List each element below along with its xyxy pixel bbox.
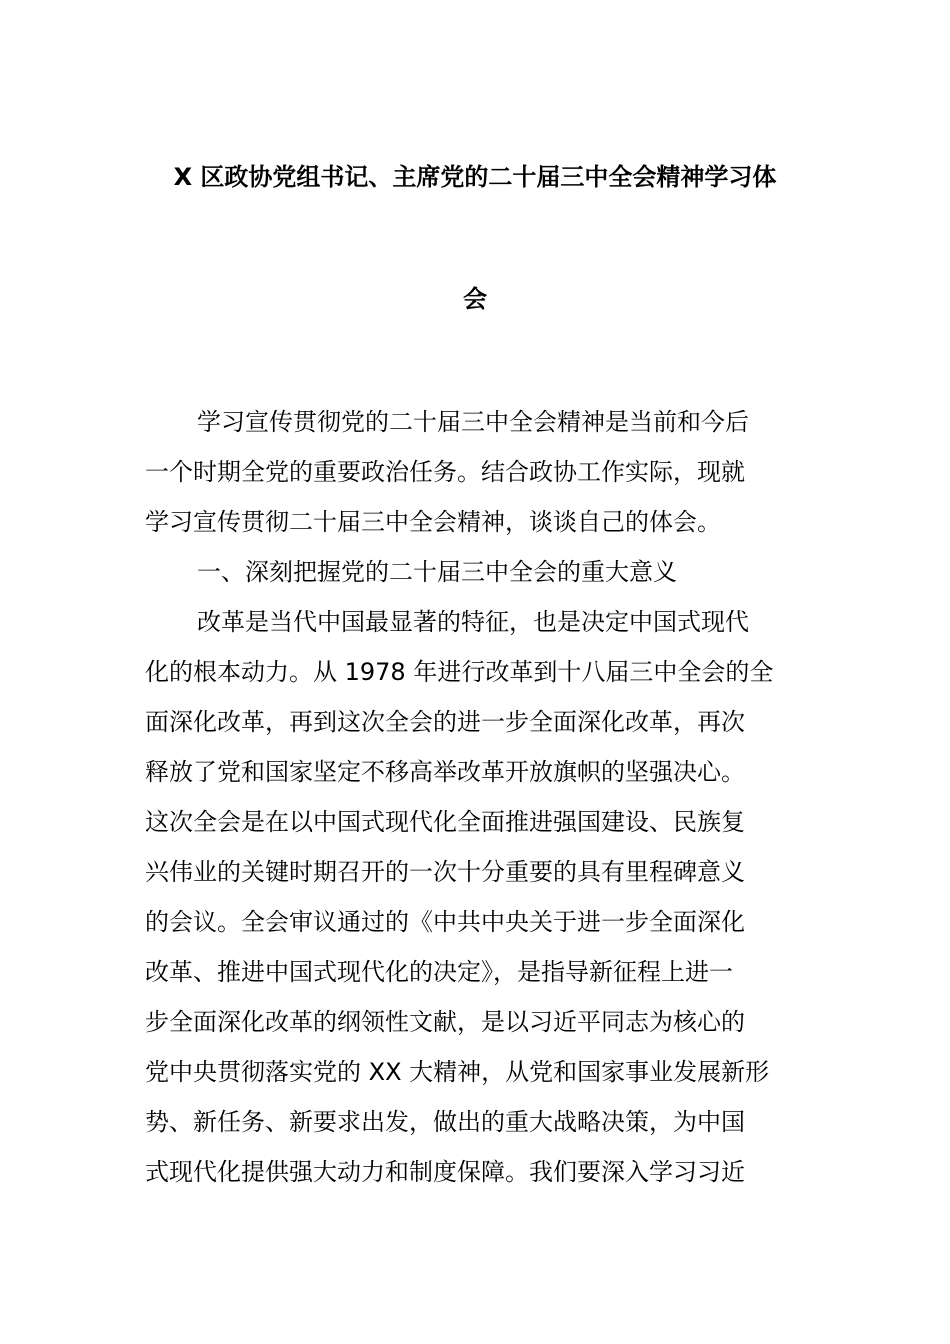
body-line: 的会议。全会审议通过的《中共中央关于进一步全面深化 [145, 908, 745, 936]
body-line: 步全面深化改革的纲领性文献，是以习近平同志为核心的 [145, 1008, 745, 1036]
body-line: 式现代化提供强大动力和制度保障。我们要深入学习习近 [145, 1158, 745, 1186]
body-line: 改革是当代中国最显著的特征，也是决定中国式现代 [197, 608, 749, 636]
body-line: 化的根本动力。从 1978 年进行改革到十八届三中全会的全 [145, 658, 774, 686]
body-line: 学习宣传贯彻党的二十届三中全会精神是当前和今后 [197, 408, 749, 436]
document-body [145, 401, 810, 1201]
document-title-line-2: 会 [463, 285, 487, 313]
body-line: 学习宣传贯彻二十届三中全会精神，谈谈自己的体会。 [145, 508, 721, 536]
body-line: 兴伟业的关键时期召开的一次十分重要的具有里程碑意义 [145, 858, 745, 886]
body-line: 面深化改革，再到这次全会的进一步全面深化改革，再次 [145, 708, 745, 736]
section-heading: 一、深刻把握党的二十届三中全会的重大意义 [197, 558, 677, 586]
document-title-line-1: X 区政协党组书记、主席党的二十届三中全会精神学习体 [173, 163, 777, 191]
body-line: 释放了党和国家坚定不移高举改革开放旗帜的坚强决心。 [145, 758, 745, 786]
body-line: 这次全会是在以中国式现代化全面推进强国建设、民族复 [145, 808, 745, 836]
body-line: 一个时期全党的重要政治任务。结合政协工作实际，现就 [145, 458, 745, 486]
body-line: 势、新任务、新要求出发，做出的重大战略决策，为中国 [145, 1108, 745, 1136]
body-line: 改革、推进中国式现代化的决定》，是指导新征程上进一 [145, 958, 733, 986]
body-line: 党中央贯彻落实党的 XX 大精神，从党和国家事业发展新形 [145, 1058, 770, 1086]
